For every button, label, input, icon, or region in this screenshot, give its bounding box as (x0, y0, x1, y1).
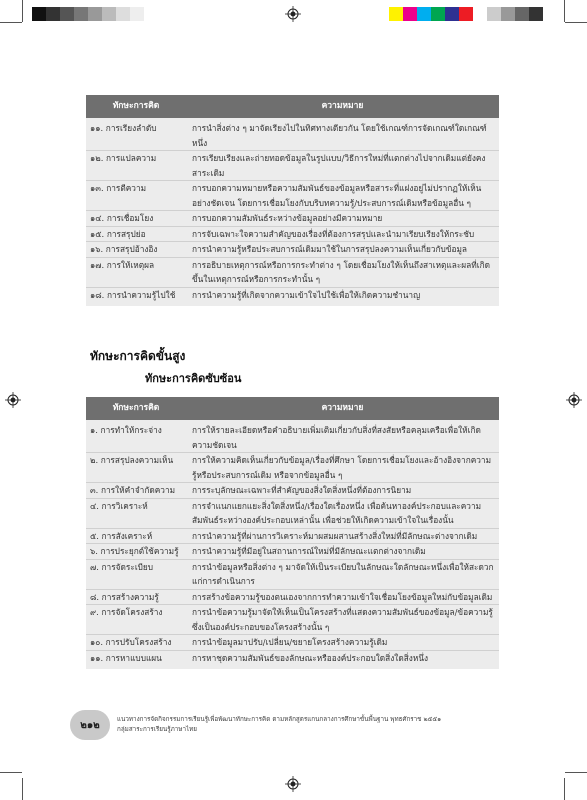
section-title: ทักษะการคิดขั้นสูง (90, 349, 186, 363)
color-swatch (130, 7, 144, 21)
table-body (86, 420, 499, 669)
skill-cell: ๗. การจัดระเบียบ (90, 561, 154, 572)
meaning-cell: การนำข้อมูลหรือสิ่งต่าง ๆ มาจัดให้เป็นระเบียบในลักษณะใดลักษณะหนึ่งเพื่อให้สะดวกแก่การดำเนินการ (192, 561, 494, 586)
registration-mark-icon (285, 776, 301, 792)
crop-mark (0, 772, 22, 773)
color-swatch (116, 7, 130, 21)
table-row (86, 604, 499, 634)
skill-cell: ๘. การสร้างความรู้ (90, 591, 159, 602)
skill-cell: ๓. การให้คำจำกัดความ (90, 485, 176, 495)
registration-mark-icon (566, 392, 582, 408)
skill-cell: ๑๑. การหาแบบแผน (90, 652, 162, 663)
table-row (86, 528, 499, 544)
crop-mark (564, 778, 565, 800)
meaning-cell: การหาชุดความสัมพันธ์ของลักษณะหรือองค์ประกอบใดสิ่งใดสิ่งหนึ่ง (192, 652, 429, 663)
meaning-cell: การนำความรู้ที่เกิดจากความเข้าใจไปใช้เพื่อให้เกิดความชำนาญ (192, 289, 421, 300)
meaning-cell: การสร้างข้อความรู้ของตนเองจากการทำความเข้าใจเชื่อมโยงข้อมูลใหม่กับข้อมูลเดิม (192, 591, 493, 602)
table-row (86, 226, 499, 242)
skill-cell: ๑๒. การแปลความ (90, 153, 157, 163)
table-header (86, 95, 499, 118)
table-row (86, 180, 499, 210)
table-row (86, 589, 499, 605)
table-row (86, 452, 499, 482)
header-meaning: ความหมาย (321, 101, 364, 112)
skill-cell: ๑๓. การตีความ (90, 183, 147, 193)
color-swatch (473, 7, 487, 21)
skill-cell: ๑๗. การให้เหตุผล (90, 259, 155, 270)
color-swatch (417, 7, 431, 21)
table-row (86, 650, 499, 666)
crop-mark (0, 22, 22, 23)
thinking-skills-table-complex (86, 397, 499, 669)
skill-cell: ๑๘. การนำความรู้ไปใช้ (90, 289, 176, 300)
color-bar-right (389, 7, 543, 21)
table-row (86, 559, 499, 589)
meaning-cell: การระบุลักษณะเฉพาะที่สำคัญของสิ่งใดสิ่งหนึ่งที่ต้องการนิยาม (192, 485, 412, 495)
crop-mark (565, 22, 587, 23)
table-header (86, 397, 499, 420)
table-row (86, 543, 499, 559)
meaning-cell: การนำความรู้ที่ผ่านการวิเคราะห์มาผสมผสานสร้างสิ่งใหม่ที่มีลักษณะต่างจากเดิม (192, 530, 478, 541)
skill-cell: ๕. การสังเคราะห์ (90, 530, 153, 541)
crop-mark (564, 0, 565, 22)
color-swatch (529, 7, 543, 21)
color-swatch (46, 7, 60, 21)
color-swatch (60, 7, 74, 21)
meaning-cell: การอธิบายเหตุการณ์หรือการกระทำต่าง ๆ โดยเชื่อมโยงให้เห็นถึงสาเหตุและผลที่เกิดขึ้นในเหตุการณ์หรือการกระทำนั้น ๆ (192, 259, 490, 284)
meaning-cell: การให้ความคิดเห็นเกี่ยวกับข้อมูล/เรื่องที่ศึกษา โดยการเชื่อมโยงและอ้างอิงจากความรู้หรือประสบการณ์เดิม หรือจากข้อมูลอื่น ๆ (192, 455, 492, 480)
page-number: ๒๑๒ (70, 710, 110, 740)
registration-mark-icon (5, 392, 21, 408)
table-row (86, 423, 499, 452)
crop-mark (565, 772, 587, 773)
skill-cell: ๑๐. การปรับโครงสร้าง (90, 637, 172, 647)
table-row (86, 210, 499, 226)
meaning-cell: การให้รายละเอียดหรือคำอธิบายเพิ่มเติมเกี่ยวกับสิ่งที่สงสัยหรือคลุมเครือเพื่อให้เกิดความชัดเจน (192, 425, 481, 450)
color-swatch (389, 7, 403, 21)
color-swatch (445, 7, 459, 21)
header-skill: ทักษะการคิด (112, 101, 160, 112)
meaning-cell: การนำข้อมูลมาปรับ/เปลี่ยน/ขยายโครงสร้างความรู้เดิม (192, 637, 388, 647)
color-swatch (515, 7, 529, 21)
table-row (86, 241, 499, 257)
color-swatch (403, 7, 417, 21)
color-swatch (102, 7, 116, 21)
table-row (86, 634, 499, 650)
footer-line-1: แนวทางการจัดกิจกรรมการเรียนรู้เพื่อพัฒนาทักษะการคิด ตามหลักสูตรแกนกลางการศึกษาขั้นพื้นฐาน พุทธศักราช ๒๕๕๑ (117, 716, 442, 723)
color-swatch (74, 7, 88, 21)
thinking-skills-table-basic (86, 95, 499, 306)
section-subtitle: ทักษะการคิดซับซ้อน (145, 372, 242, 385)
color-swatch (431, 7, 445, 21)
table-row (86, 498, 499, 528)
color-bar-left (32, 7, 144, 21)
crop-mark (22, 778, 23, 800)
skill-cell: ๑๑. การเรียงลำดับ (90, 123, 157, 133)
meaning-cell: การบอกความสัมพันธ์ระหว่างข้อมูลอย่างมีความหมาย (192, 213, 383, 223)
color-swatch (88, 7, 102, 21)
footer-text (117, 715, 441, 735)
meaning-cell: การนำสิ่งต่าง ๆ มาจัดเรียงไปในทิศทางเดียวกัน โดยใช้เกณฑ์การจัดเกณฑ์ใดเกณฑ์หนึ่ง (192, 123, 487, 148)
color-swatch (459, 7, 473, 21)
table-row (86, 150, 499, 180)
skill-cell: ๑๖. การสรุปอ้างอิง (90, 244, 158, 254)
skill-cell: ๙. การจัดโครงสร้าง (90, 607, 163, 617)
header-skill: ทักษะการคิด (112, 403, 160, 414)
crop-mark (22, 0, 23, 22)
meaning-cell: การนำความรู้หรือประสบการณ์เดิมมาใช้ในการสรุปลงความเห็นเกี่ยวกับข้อมูล (192, 244, 467, 254)
skill-cell: ๑๔. การเชื่อมโยง (90, 213, 154, 223)
footer-line-2: กลุ่มสาระการเรียนรู้ภาษาไทย (117, 726, 197, 733)
meaning-cell: การเรียบเรียงและถ่ายทอดข้อมูลในรูปแบบ/วิธีการใหม่ที่แตกต่างไปจากเดิมแต่ยังคงสาระเดิม (192, 153, 486, 178)
meaning-cell: การนำความรู้ที่มีอยู่ในสถานการณ์ใหม่ที่มีลักษณะแตกต่างจากเดิม (192, 546, 426, 556)
color-swatch (32, 7, 46, 21)
header-meaning: ความหมาย (321, 403, 364, 414)
skill-cell: ๖. การประยุกต์ใช้ความรู้ (90, 546, 179, 556)
skill-cell: ๒. การสรุปลงความเห็น (90, 455, 174, 465)
meaning-cell: การจำแนกแยกแยะสิ่งใดสิ่งหนึ่ง/เรื่องใดเรื่องหนึ่ง เพื่อค้นหาองค์ประกอบและความสัมพันธ์ระหว่างองค์ประกอบเหล่านั้น เพื่อช่วยให้เกิดความเข้าใจในเรื่องนั้น (192, 500, 482, 525)
color-swatch (487, 7, 501, 21)
registration-mark-icon (285, 6, 301, 22)
skill-cell: ๑๕. การสรุปย่อ (90, 228, 146, 239)
meaning-cell: การจับเฉพาะใจความสำคัญของเรื่องที่ต้องการสรุปและนำมาเรียบเรียงให้กระชับ (192, 228, 475, 239)
table-row (86, 257, 499, 287)
table-body (86, 118, 499, 306)
skill-cell: ๑. การทำให้กระจ่าง (90, 425, 162, 435)
skill-cell: ๔. การวิเคราะห์ (90, 500, 148, 511)
meaning-cell: การบอกความหมายหรือความสัมพันธ์ของข้อมูลหรือสาระที่แฝงอยู่ไม่ปรากฏให้เห็นอย่างชัดเจน โดยการเชื่อมโยงกับบริบทความรู้/ประสบการณ์เดิมหรือข้อมูลอื่น ๆ (192, 183, 482, 208)
meaning-cell: การนำข้อความรู้มาจัดให้เห็นเป็นโครงสร้างที่แสดงความสัมพันธ์ของข้อมูล/ข้อความรู้ซึ่งเป็นองค์ประกอบของโครงสร้างนั้น ๆ (192, 607, 493, 632)
color-swatch (501, 7, 515, 21)
table-row (86, 482, 499, 498)
table-row (86, 121, 499, 150)
table-row (86, 287, 499, 303)
